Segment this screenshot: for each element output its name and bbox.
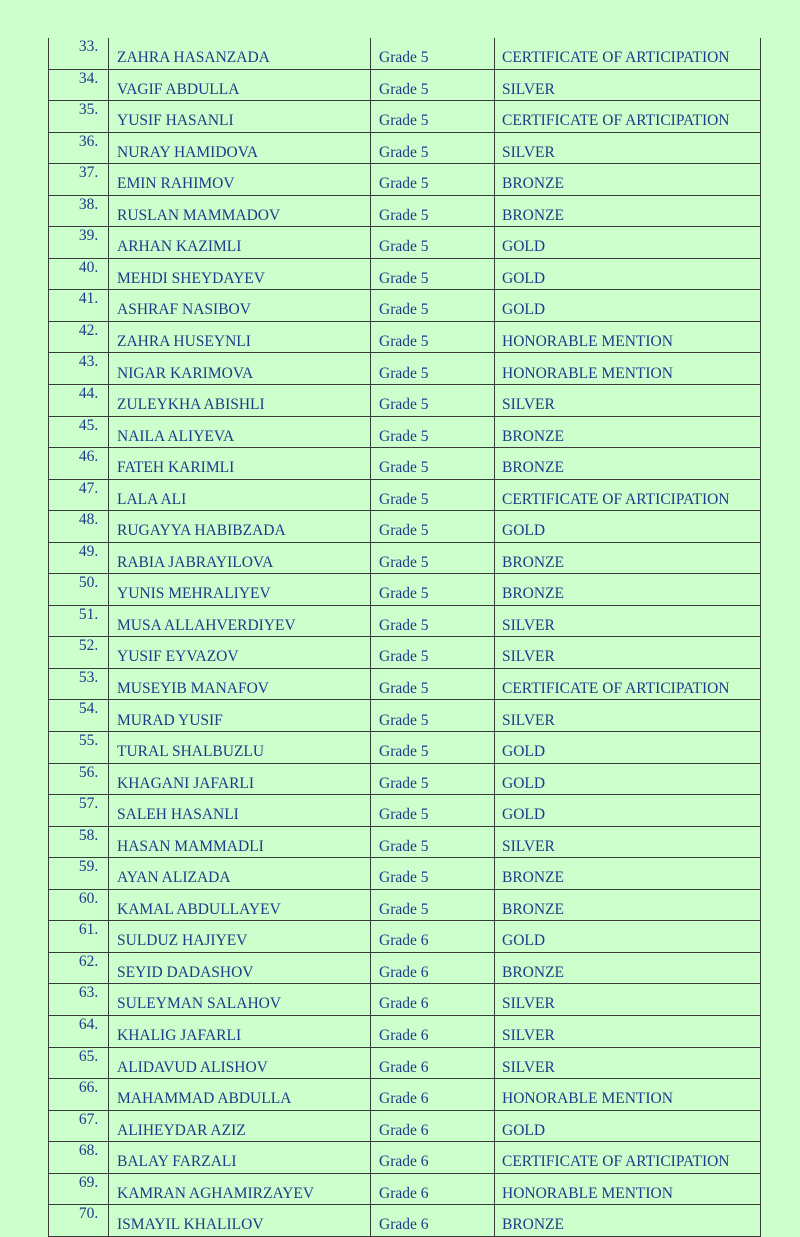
award-result: HONORABLE MENTION bbox=[495, 353, 761, 385]
student-grade: Grade 5 bbox=[371, 668, 495, 700]
student-grade: Grade 5 bbox=[371, 605, 495, 637]
row-number: 61. bbox=[49, 921, 109, 953]
student-name: KHAGANI JAFARLI bbox=[109, 763, 371, 795]
row-number: 62. bbox=[49, 952, 109, 984]
row-number: 47. bbox=[49, 479, 109, 511]
student-grade: Grade 6 bbox=[371, 1110, 495, 1142]
row-number: 33. bbox=[49, 38, 109, 69]
student-grade: Grade 5 bbox=[371, 479, 495, 511]
row-number: 64. bbox=[49, 1015, 109, 1047]
award-result: HONORABLE MENTION bbox=[495, 321, 761, 353]
table-row bbox=[49, 668, 761, 700]
row-number: 58. bbox=[49, 826, 109, 858]
student-grade: Grade 5 bbox=[371, 858, 495, 890]
award-result: SILVER bbox=[495, 1047, 761, 1079]
row-number: 49. bbox=[49, 542, 109, 574]
student-name: NURAY HAMIDOVA bbox=[109, 132, 371, 164]
student-name: ALIHEYDAR AZIZ bbox=[109, 1110, 371, 1142]
student-name: ALIDAVUD ALISHOV bbox=[109, 1047, 371, 1079]
student-grade: Grade 6 bbox=[371, 1079, 495, 1111]
student-grade: Grade 5 bbox=[371, 164, 495, 196]
award-result: SILVER bbox=[495, 826, 761, 858]
award-result: CERTIFICATE OF ARTICIPATION bbox=[495, 1142, 761, 1174]
award-result: HONORABLE MENTION bbox=[495, 1079, 761, 1111]
student-name: RUSLAN MAMMADOV bbox=[109, 195, 371, 227]
row-number: 40. bbox=[49, 258, 109, 290]
row-number: 46. bbox=[49, 448, 109, 480]
student-grade: Grade 5 bbox=[371, 290, 495, 322]
award-result: BRONZE bbox=[495, 858, 761, 890]
student-grade: Grade 5 bbox=[371, 889, 495, 921]
student-name: AYAN ALIZADA bbox=[109, 858, 371, 890]
table-row bbox=[49, 921, 761, 953]
row-number: 70. bbox=[49, 1205, 109, 1237]
award-result: BRONZE bbox=[495, 542, 761, 574]
table-row bbox=[49, 1205, 761, 1237]
student-grade: Grade 6 bbox=[371, 1142, 495, 1174]
student-name: RABIA JABRAYILOVA bbox=[109, 542, 371, 574]
student-grade: Grade 5 bbox=[371, 321, 495, 353]
row-number: 52. bbox=[49, 637, 109, 669]
student-grade: Grade 5 bbox=[371, 795, 495, 827]
student-grade: Grade 5 bbox=[371, 195, 495, 227]
table-row bbox=[49, 101, 761, 133]
table-row bbox=[49, 38, 761, 69]
student-name: ARHAN KAZIMLI bbox=[109, 227, 371, 259]
row-number: 42. bbox=[49, 321, 109, 353]
award-result: SILVER bbox=[495, 700, 761, 732]
student-name: MUSEYIB MANAFOV bbox=[109, 668, 371, 700]
table-row bbox=[49, 1142, 761, 1174]
table-row bbox=[49, 1015, 761, 1047]
award-result: GOLD bbox=[495, 258, 761, 290]
table-row bbox=[49, 1047, 761, 1079]
award-result: HONORABLE MENTION bbox=[495, 1173, 761, 1205]
table-row bbox=[49, 195, 761, 227]
award-result: GOLD bbox=[495, 732, 761, 764]
student-grade: Grade 5 bbox=[371, 448, 495, 480]
table-row bbox=[49, 164, 761, 196]
table-row bbox=[49, 1079, 761, 1111]
award-result: SILVER bbox=[495, 1015, 761, 1047]
student-name: KAMAL ABDULLAYEV bbox=[109, 889, 371, 921]
student-name: MEHDI SHEYDAYEV bbox=[109, 258, 371, 290]
row-number: 39. bbox=[49, 227, 109, 259]
table-row bbox=[49, 69, 761, 101]
award-result: CERTIFICATE OF ARTICIPATION bbox=[495, 38, 761, 69]
row-number: 37. bbox=[49, 164, 109, 196]
table-row bbox=[49, 826, 761, 858]
award-result: GOLD bbox=[495, 1110, 761, 1142]
row-number: 63. bbox=[49, 984, 109, 1016]
row-number: 45. bbox=[49, 416, 109, 448]
award-result: CERTIFICATE OF ARTICIPATION bbox=[495, 101, 761, 133]
student-grade: Grade 6 bbox=[371, 984, 495, 1016]
table-row bbox=[49, 385, 761, 417]
student-name: ASHRAF NASIBOV bbox=[109, 290, 371, 322]
student-name: KAMRAN AGHAMIRZAYEV bbox=[109, 1173, 371, 1205]
table-row bbox=[49, 1173, 761, 1205]
table-row bbox=[49, 321, 761, 353]
student-name: TURAL SHALBUZLU bbox=[109, 732, 371, 764]
row-number: 51. bbox=[49, 605, 109, 637]
student-grade: Grade 5 bbox=[371, 385, 495, 417]
row-number: 67. bbox=[49, 1110, 109, 1142]
row-number: 53. bbox=[49, 668, 109, 700]
student-grade: Grade 6 bbox=[371, 1173, 495, 1205]
row-number: 54. bbox=[49, 700, 109, 732]
student-name: ZAHRA HUSEYNLI bbox=[109, 321, 371, 353]
row-number: 43. bbox=[49, 353, 109, 385]
table-row bbox=[49, 448, 761, 480]
student-name: NIGAR KARIMOVA bbox=[109, 353, 371, 385]
student-grade: Grade 5 bbox=[371, 732, 495, 764]
student-name: ZULEYKHA ABISHLI bbox=[109, 385, 371, 417]
student-grade: Grade 5 bbox=[371, 763, 495, 795]
student-grade: Grade 6 bbox=[371, 1205, 495, 1237]
row-number: 41. bbox=[49, 290, 109, 322]
table-row bbox=[49, 858, 761, 890]
student-grade: Grade 5 bbox=[371, 416, 495, 448]
student-grade: Grade 6 bbox=[371, 1015, 495, 1047]
student-name: LALA ALI bbox=[109, 479, 371, 511]
row-number: 57. bbox=[49, 795, 109, 827]
student-name: YUSIF EYVAZOV bbox=[109, 637, 371, 669]
table-row bbox=[49, 542, 761, 574]
row-number: 59. bbox=[49, 858, 109, 890]
student-name: NAILA ALIYEVA bbox=[109, 416, 371, 448]
table-row bbox=[49, 889, 761, 921]
table-row bbox=[49, 763, 761, 795]
table-row bbox=[49, 952, 761, 984]
table-row bbox=[49, 637, 761, 669]
student-name: ISMAYIL KHALILOV bbox=[109, 1205, 371, 1237]
table-row bbox=[49, 290, 761, 322]
results-table bbox=[48, 38, 761, 1237]
student-name: HASAN MAMMADLI bbox=[109, 826, 371, 858]
table-row bbox=[49, 227, 761, 259]
student-name: YUNIS MEHRALIYEV bbox=[109, 574, 371, 606]
table-row bbox=[49, 795, 761, 827]
award-result: GOLD bbox=[495, 795, 761, 827]
student-name: ZAHRA HASANZADA bbox=[109, 38, 371, 69]
student-name: SALEH HASANLI bbox=[109, 795, 371, 827]
student-grade: Grade 5 bbox=[371, 826, 495, 858]
table-row bbox=[49, 353, 761, 385]
row-number: 35. bbox=[49, 101, 109, 133]
table-row bbox=[49, 700, 761, 732]
student-name: MURAD YUSIF bbox=[109, 700, 371, 732]
row-number: 48. bbox=[49, 511, 109, 543]
row-number: 50. bbox=[49, 574, 109, 606]
award-result: BRONZE bbox=[495, 889, 761, 921]
student-name: RUGAYYA HABIBZADA bbox=[109, 511, 371, 543]
student-grade: Grade 5 bbox=[371, 353, 495, 385]
student-grade: Grade 5 bbox=[371, 574, 495, 606]
table-row bbox=[49, 984, 761, 1016]
row-number: 55. bbox=[49, 732, 109, 764]
row-number: 69. bbox=[49, 1173, 109, 1205]
student-grade: Grade 5 bbox=[371, 227, 495, 259]
student-name: VAGIF ABDULLA bbox=[109, 69, 371, 101]
table-row bbox=[49, 605, 761, 637]
award-result: SILVER bbox=[495, 605, 761, 637]
award-result: SILVER bbox=[495, 385, 761, 417]
student-grade: Grade 5 bbox=[371, 637, 495, 669]
award-result: SILVER bbox=[495, 69, 761, 101]
student-grade: Grade 6 bbox=[371, 952, 495, 984]
table-row bbox=[49, 416, 761, 448]
student-grade: Grade 6 bbox=[371, 921, 495, 953]
row-number: 68. bbox=[49, 1142, 109, 1174]
table-row bbox=[49, 132, 761, 164]
student-name: YUSIF HASANLI bbox=[109, 101, 371, 133]
table-row bbox=[49, 732, 761, 764]
award-result: BRONZE bbox=[495, 1205, 761, 1237]
row-number: 36. bbox=[49, 132, 109, 164]
student-grade: Grade 5 bbox=[371, 38, 495, 69]
row-number: 56. bbox=[49, 763, 109, 795]
student-grade: Grade 5 bbox=[371, 132, 495, 164]
award-result: BRONZE bbox=[495, 164, 761, 196]
student-grade: Grade 5 bbox=[371, 542, 495, 574]
student-name: MUSA ALLAHVERDIYEV bbox=[109, 605, 371, 637]
student-name: SULEYMAN SALAHOV bbox=[109, 984, 371, 1016]
award-result: GOLD bbox=[495, 290, 761, 322]
row-number: 38. bbox=[49, 195, 109, 227]
award-result: BRONZE bbox=[495, 574, 761, 606]
award-result: BRONZE bbox=[495, 952, 761, 984]
award-result: BRONZE bbox=[495, 416, 761, 448]
award-result: BRONZE bbox=[495, 448, 761, 480]
student-name: SEYID DADASHOV bbox=[109, 952, 371, 984]
award-result: GOLD bbox=[495, 763, 761, 795]
table-row bbox=[49, 511, 761, 543]
results-table-body bbox=[49, 38, 761, 1236]
student-grade: Grade 5 bbox=[371, 511, 495, 543]
award-result: GOLD bbox=[495, 227, 761, 259]
award-result: SILVER bbox=[495, 637, 761, 669]
student-grade: Grade 5 bbox=[371, 101, 495, 133]
student-grade: Grade 5 bbox=[371, 258, 495, 290]
student-grade: Grade 6 bbox=[371, 1047, 495, 1079]
row-number: 44. bbox=[49, 385, 109, 417]
student-name: EMIN RAHIMOV bbox=[109, 164, 371, 196]
award-result: BRONZE bbox=[495, 195, 761, 227]
student-name: FATEH KARIMLI bbox=[109, 448, 371, 480]
student-name: BALAY FARZALI bbox=[109, 1142, 371, 1174]
award-result: CERTIFICATE OF ARTICIPATION bbox=[495, 479, 761, 511]
award-result: CERTIFICATE OF ARTICIPATION bbox=[495, 668, 761, 700]
award-result: GOLD bbox=[495, 921, 761, 953]
award-result: SILVER bbox=[495, 132, 761, 164]
student-name: MAHAMMAD ABDULLA bbox=[109, 1079, 371, 1111]
row-number: 34. bbox=[49, 69, 109, 101]
table-row bbox=[49, 258, 761, 290]
table-row bbox=[49, 479, 761, 511]
student-name: KHALIG JAFARLI bbox=[109, 1015, 371, 1047]
award-result: SILVER bbox=[495, 984, 761, 1016]
table-row bbox=[49, 1110, 761, 1142]
student-name: SULDUZ HAJIYEV bbox=[109, 921, 371, 953]
row-number: 66. bbox=[49, 1079, 109, 1111]
award-result: GOLD bbox=[495, 511, 761, 543]
row-number: 65. bbox=[49, 1047, 109, 1079]
student-grade: Grade 5 bbox=[371, 700, 495, 732]
row-number: 60. bbox=[49, 889, 109, 921]
table-row bbox=[49, 574, 761, 606]
student-grade: Grade 5 bbox=[371, 69, 495, 101]
